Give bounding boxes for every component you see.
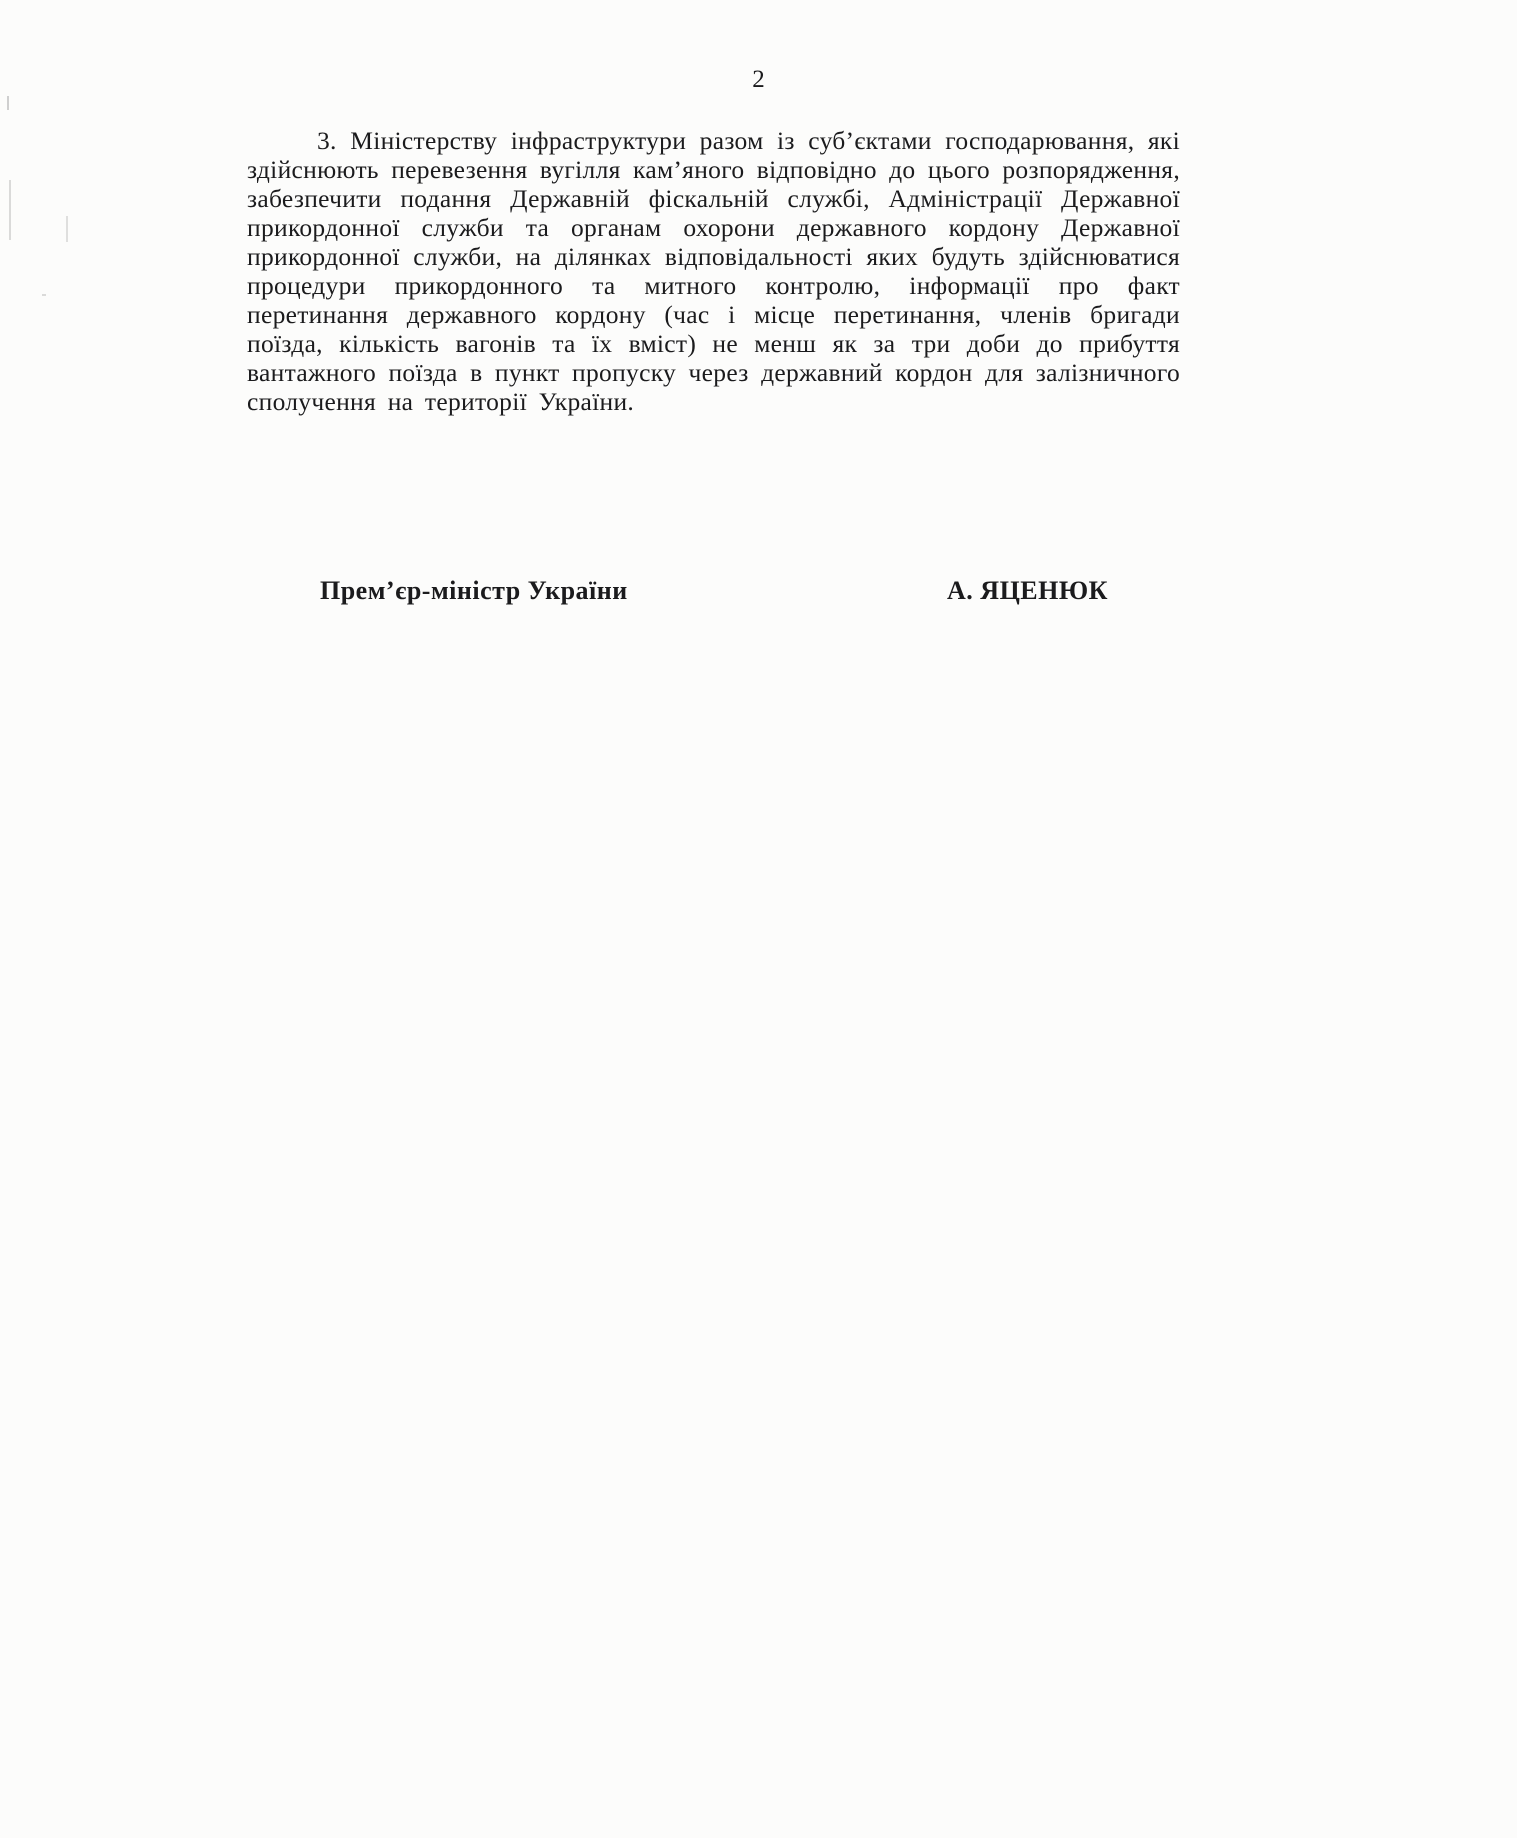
signature-title: Прем’єр-міністр України	[320, 576, 628, 605]
scan-artifact	[7, 96, 9, 110]
scan-artifact	[42, 294, 46, 296]
page-number: 2	[752, 66, 765, 93]
signature-block	[247, 576, 1180, 606]
scan-artifact	[66, 216, 68, 242]
signature-name: А. ЯЦЕНЮК	[947, 576, 1108, 605]
scan-artifact	[9, 180, 11, 240]
body-paragraph: 3. Міністерству інфраструктури разом із суб’єктами господарювання, які здійснюють перевезення вугілля кам’яного відповідно до цього розпорядження, забезпечити подання Державній фіскальній службі, Адміністрації Державної прикордонної служби та органам охорони державного кордону Державної прикордонної служби, на ділянках відповідальності яких будуть здійснюватися процедури прикордонного та митного контролю, інформації про факт перетинання державного кордону (час і місце перетинання, членів бригади поїзда, кількість вагонів та їх вміст) не менш як за три доби до прибуття вантажного поїзда в пункт пропуску через державний кордон для залізничного сполучення на території України.	[247, 126, 1180, 416]
